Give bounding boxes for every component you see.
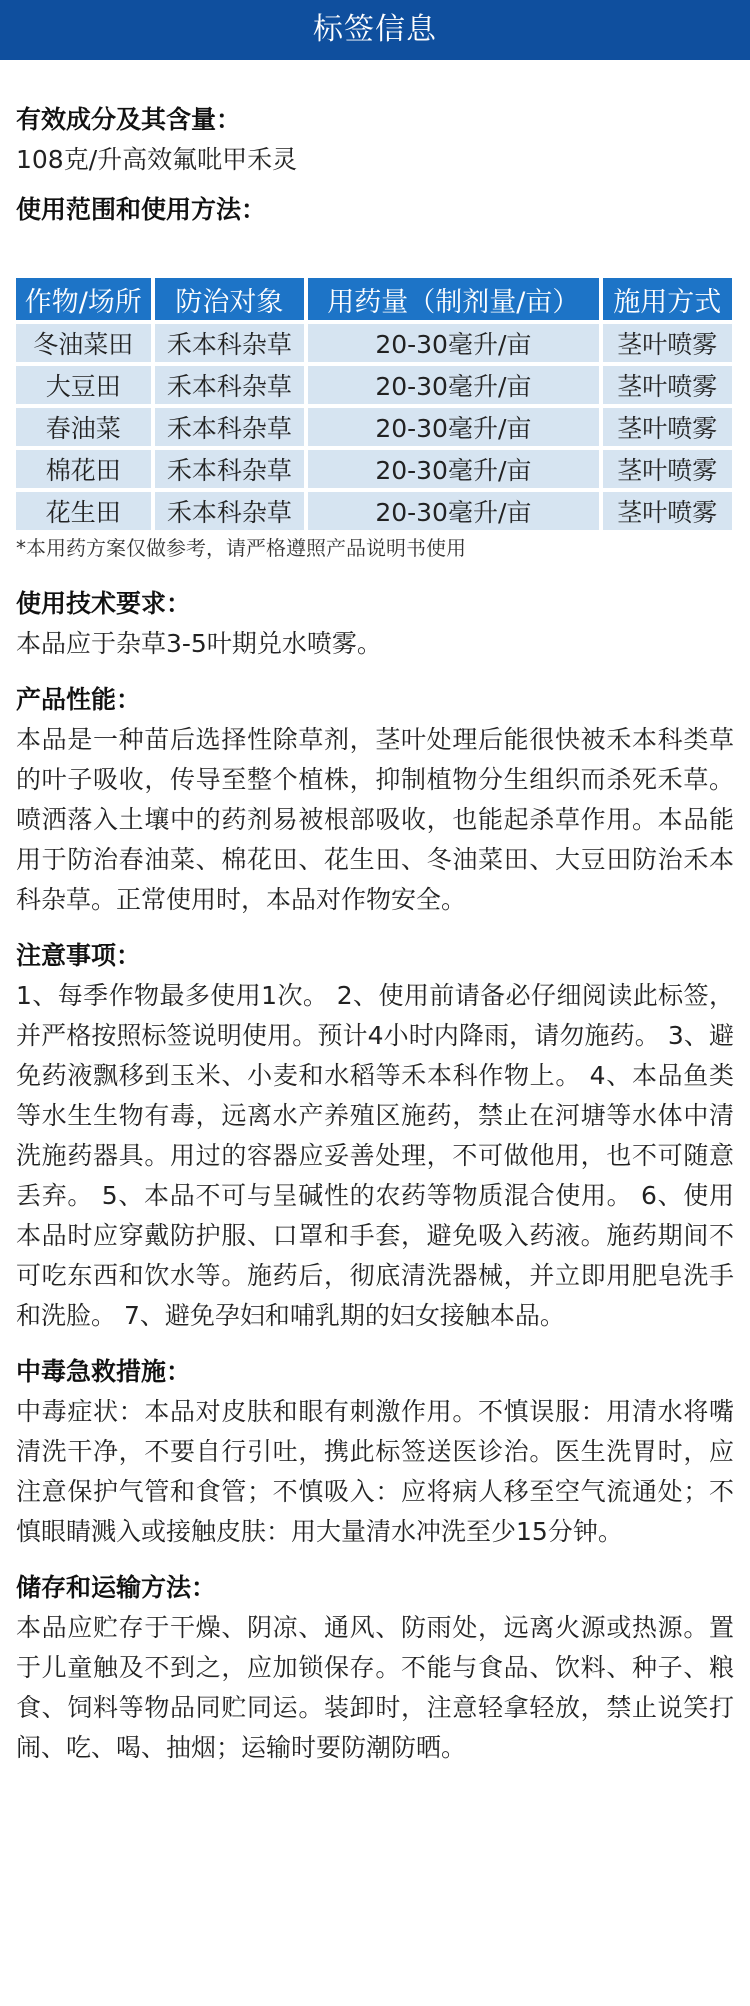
ingredient-section: [16, 100, 734, 180]
cell-crop: 冬油菜田: [16, 324, 151, 362]
column-header-dosage: 用药量（制剂量/亩）: [308, 278, 598, 320]
cell-crop: 花生田: [16, 492, 151, 530]
cell-dosage: 20-30毫升/亩: [308, 366, 598, 404]
cell-crop: 大豆田: [16, 366, 151, 404]
precautions-heading: 注意事项：: [16, 941, 142, 970]
column-header-method: 施用方式: [603, 278, 733, 320]
table-row: [16, 324, 732, 362]
cell-target: 禾本科杂草: [155, 366, 305, 404]
cell-method: 茎叶喷雾: [603, 450, 733, 488]
usage-note: *本用药方案仅做参考，请严格遵照产品说明书使用: [16, 536, 466, 560]
cell-dosage: 20-30毫升/亩: [308, 408, 598, 446]
cell-target: 禾本科杂草: [155, 450, 305, 488]
storage-section: [16, 1568, 734, 1768]
cell-dosage: 20-30毫升/亩: [308, 450, 598, 488]
table-row: [16, 450, 732, 488]
firstaid-heading: 中毒急救措施：: [16, 1357, 192, 1386]
performance-section: [16, 680, 734, 920]
storage-heading: 储存和运输方法：: [16, 1573, 217, 1602]
column-header-target: 防治对象: [155, 278, 305, 320]
usage-table-wrap: [16, 274, 734, 534]
cell-method: 茎叶喷雾: [603, 324, 733, 362]
cell-dosage: 20-30毫升/亩: [308, 492, 598, 530]
usage-section: [16, 190, 734, 562]
cell-method: 茎叶喷雾: [603, 492, 733, 530]
cell-target: 禾本科杂草: [155, 408, 305, 446]
firstaid-text: 中毒症状：本品对皮肤和眼有刺激作用。不慎误服：用清水将嘴清洗干净，不要自行引吐，携此标签送医诊治。医生洗胃时，应注意保护气管和食管；不慎吸入：应将病人移至空气流通处；不慎眼睛溅入或接触皮肤：用大量清水冲洗至少15分钟。: [16, 1397, 734, 1546]
tech-text: 本品应于杂草3-5叶期兑水喷雾。: [16, 629, 382, 658]
column-header-crop: 作物/场所: [16, 278, 151, 320]
cell-method: 茎叶喷雾: [603, 408, 733, 446]
cell-target: 禾本科杂草: [155, 492, 305, 530]
cell-method: 茎叶喷雾: [603, 366, 733, 404]
cell-crop: 春油菜: [16, 408, 151, 446]
storage-text: 本品应贮存于干燥、阴凉、通风、防雨处，远离火源或热源。置于儿童触及不到之，应加锁保存。不能与食品、饮料、种子、粮食、饲料等物品同贮同运。装卸时，注意轻拿轻放，禁止说笑打闹、吃、喝、抽烟；运输时要防潮防晒。: [16, 1613, 734, 1762]
page-header: [0, 0, 750, 60]
firstaid-section: [16, 1352, 734, 1552]
label-content: [0, 100, 750, 1768]
table-header-row: [16, 278, 732, 320]
ingredient-heading: 有效成分及其含量：: [16, 105, 242, 134]
precautions-section: [16, 936, 734, 1336]
tech-section: [16, 584, 734, 664]
usage-table: [12, 274, 736, 534]
page-title: 标签信息: [313, 12, 437, 47]
tech-heading: 使用技术要求：: [16, 589, 192, 618]
usage-heading: 使用范围和使用方法：: [16, 195, 267, 224]
performance-text: 本品是一种苗后选择性除草剂，茎叶处理后能很快被禾本科类草的叶子吸收，传导至整个植株，抑制植物分生组织而杀死禾草。喷洒落入土壤中的药剂易被根部吸收，也能起杀草作用。本品能用于防治春油菜、棉花田、花生田、冬油菜田、大豆田防治禾本科杂草。正常使用时，本品对作物安全。: [16, 725, 734, 914]
ingredient-text: 108克/升高效氟吡甲禾灵: [16, 145, 298, 174]
cell-target: 禾本科杂草: [155, 324, 305, 362]
table-row: [16, 408, 732, 446]
cell-crop: 棉花田: [16, 450, 151, 488]
table-row: [16, 492, 732, 530]
precautions-text: 1、每季作物最多使用1次。 2、使用前请备必仔细阅读此标签，并严格按照标签说明使用。预计4小时内降雨，请勿施药。 3、避免药液飘移到玉米、小麦和水稻等禾本科作物上。 4、本品鱼类等水生生物有毒，远离水产养殖区施药，禁止在河塘等水体中清洗施药器具。用过的容器应妥善处理，不可做他用，也不可随意丢弃。 5、本品不可与呈碱性的农药等物质混合使用。 6、使用本品时应穿戴防护服、口罩和手套，避免吸入药液。施药期间不可吃东西和饮水等。施药后，彻底清洗器械，并立即用肥皂洗手和洗脸。 7、避免孕妇和哺乳期的妇女接触本品。: [16, 981, 734, 1330]
performance-heading: 产品性能：: [16, 685, 142, 714]
table-row: [16, 366, 732, 404]
cell-dosage: 20-30毫升/亩: [308, 324, 598, 362]
